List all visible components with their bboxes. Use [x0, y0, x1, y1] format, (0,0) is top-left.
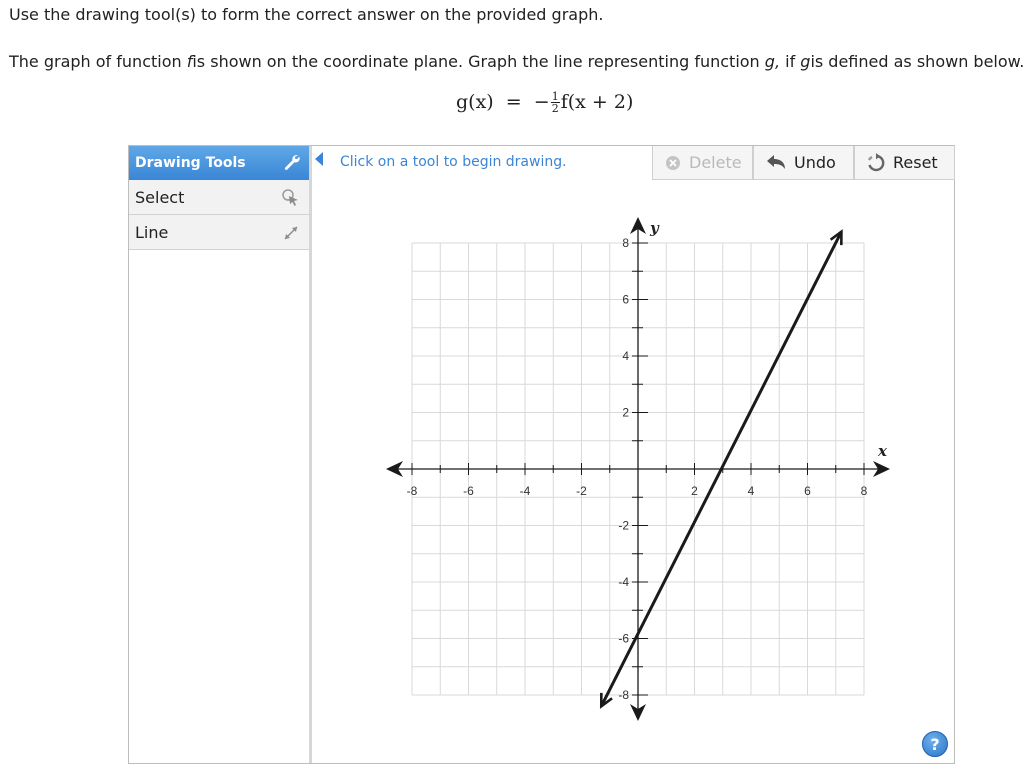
function-g-label-2: g	[800, 52, 811, 71]
formula-right: f(x + 2)	[560, 91, 634, 113]
y-tick-label: -8	[618, 688, 629, 702]
formula-numerator: 1	[551, 89, 559, 103]
x-tick-label: 8	[860, 484, 868, 498]
y-tick-label: -6	[618, 631, 629, 646]
y-tick-label: -4	[618, 575, 629, 589]
coordinate-plane[interactable]	[129, 146, 954, 763]
prompt-text-3: if	[780, 52, 801, 71]
drawing-tools-title: Drawing Tools	[135, 155, 246, 171]
function-g-label: g,	[764, 52, 781, 71]
formula-fraction	[551, 91, 560, 114]
x-tick-label: 4	[747, 484, 755, 498]
y-tick-label: 4	[622, 349, 629, 363]
y-tick-label: 2	[622, 405, 629, 420]
tool-line-label: Line	[135, 222, 169, 242]
instruction-text: Use the drawing tool(s) to form the correct answer on the provided graph.	[9, 5, 604, 24]
y-axis-label: y	[650, 219, 659, 237]
x-axis-label: x	[878, 442, 887, 460]
formula-left: g(x) = −	[456, 91, 550, 113]
reset-label: Reset	[893, 153, 938, 172]
formula-denominator: 2	[551, 101, 559, 115]
delete-label: Delete	[689, 153, 742, 172]
x-tick-label: -2	[576, 484, 587, 498]
tool-select-label: Select	[135, 187, 185, 207]
y-tick-label: -2	[618, 518, 629, 533]
prompt-text-1: The graph of function	[9, 52, 187, 71]
question-prompt	[9, 52, 1024, 71]
graphing-widget	[128, 145, 955, 764]
function-formula	[456, 84, 633, 120]
y-tick-label: 6	[622, 292, 629, 307]
prompt-text-2: is shown on the coordinate plane. Graph the line representing function	[192, 52, 765, 71]
help-button[interactable]	[922, 731, 948, 757]
x-tick-label: 2	[691, 484, 698, 498]
undo-label: Undo	[794, 153, 836, 172]
x-tick-label: 6	[804, 484, 811, 498]
prompt-text-4: is defined as shown below.	[810, 52, 1024, 71]
toolbar-hint: Click on a tool to begin drawing.	[340, 154, 567, 170]
x-tick-label: -4	[519, 484, 531, 498]
function-f-label: f	[186, 52, 193, 71]
y-tick-label: 8	[622, 236, 629, 250]
help-icon: ?	[930, 734, 940, 754]
x-tick-label: -8	[406, 484, 418, 498]
x-tick-label: -6	[463, 484, 474, 498]
